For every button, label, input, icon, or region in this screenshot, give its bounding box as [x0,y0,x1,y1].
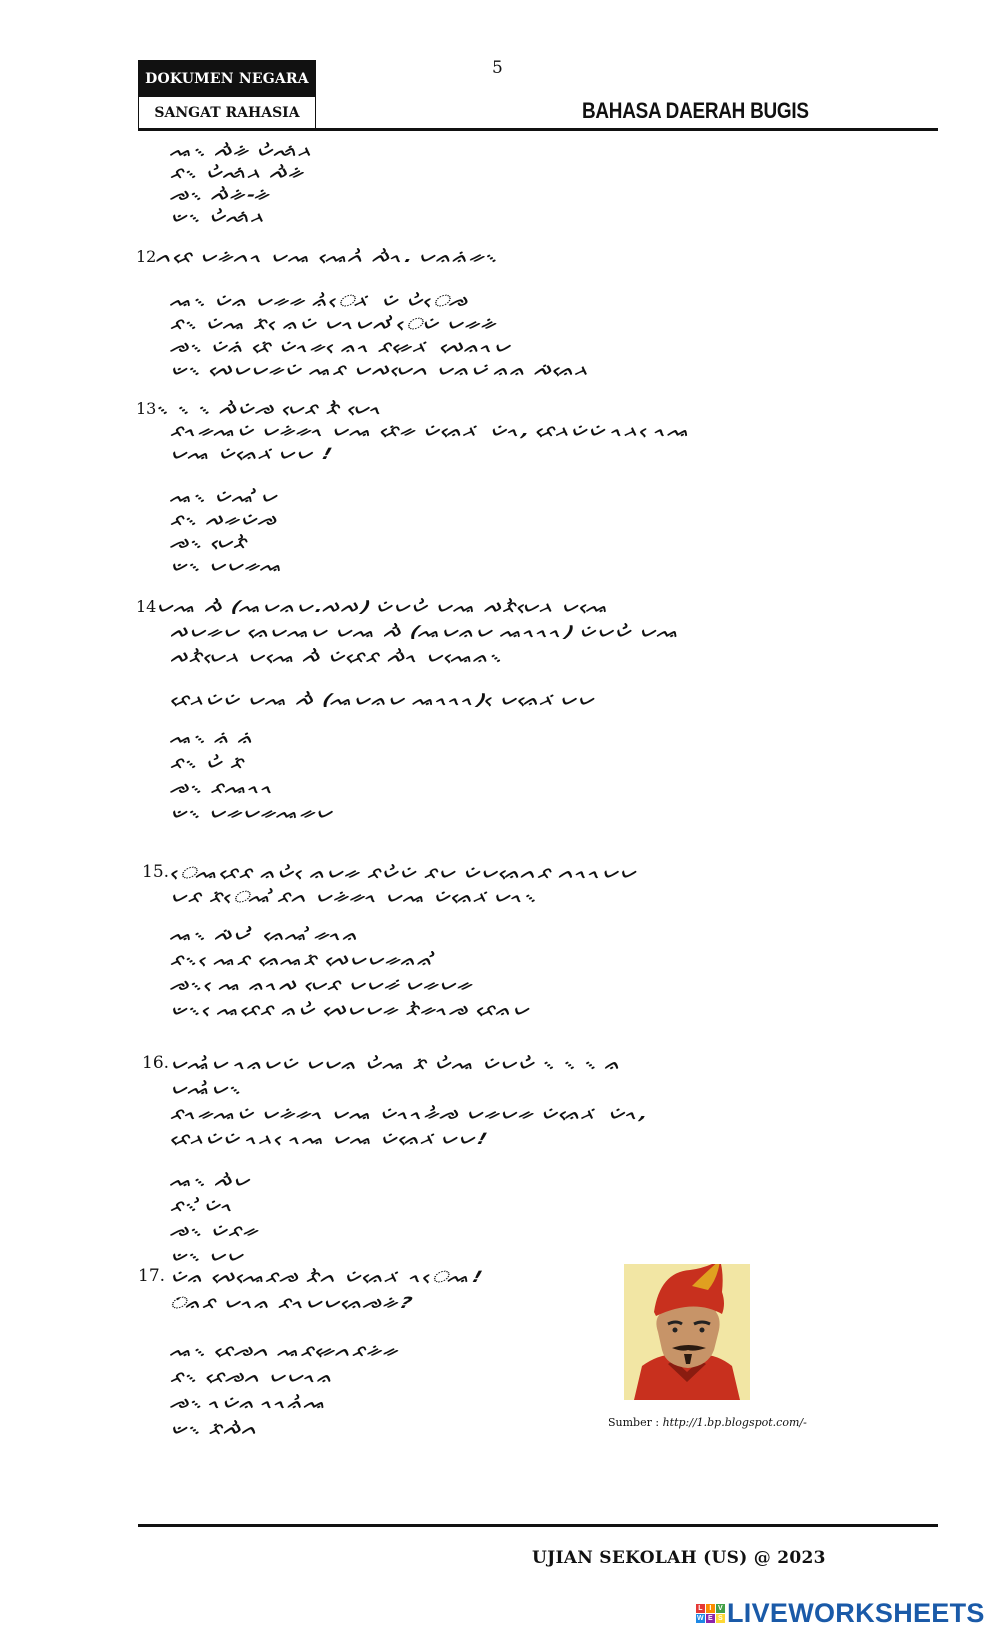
watermark-text: LIVEWORKSHEETS [727,1598,985,1628]
option-c: ᨌ᨞ ᨆᨙᨅᨛ [167,533,255,553]
option-c: ᨌ᨞ ᨅᨕᨚᨚ [167,778,281,798]
question-instruction: ᨅᨙᨂᨆᨗᨆᨗ ᨆᨕ ᨄᨛᨛ (ᨕᨆᨊᨆ ᨕᨚᨚᨚ) ᨙᨆᨊᨙᨂ ᨗᨆᨆ [167,690,602,710]
option-b: ᨅ᨞ ᨄᨀᨆᨗᨗᨌ [167,510,284,530]
header-rule [138,128,938,131]
q11-option-d: ᨉ᨞ ᨆᨛᨒᨗᨂ [167,207,273,227]
portrait-illustration [624,1264,750,1400]
question-line-2: ᨆᨕᨛᨆ᨞ [167,1079,250,1099]
option-c: ᨌ᨞ ᨆᨗᨅᨀ [167,1221,266,1241]
q11-option-b: ᨅ᨞ ᨆᨛᨒᨗᨂ ᨄᨛᨀᨗ [167,163,311,183]
question-line-2: ᨄᨆᨀᨆ ᨊᨙᨆᨕᨆ ᨆᨕ ᨄᨛᨛ (ᨕᨆᨊᨆ ᨕᨚᨚᨚ) ᨆᨗᨆᨆᨗᨛ ᨆᨕ [167,622,687,642]
option-b: ᨅ᨞ ᨅᨙᨌᨈ ᨆᨆᨚᨊ [167,1367,341,1387]
option-d: ᨉ᨞ ᨆᨀᨆᨀᨕᨀᨆ [167,803,340,823]
question-line-4: ᨅᨙᨂᨆᨗᨆᨗ ᨚᨂ ᨙᨚᨕ ᨆᨕ ᨆᨗᨊᨙᨂ ᨗᨆᨆ! [167,1129,492,1149]
image-source-caption: Sumber : http://1.bp.blogspot.com/- [608,1416,807,1429]
option-a: ᨕ᨞ ᨆᨗᨕ ᨛᨗᨆ [167,487,285,507]
q11-option-a: ᨕ᨞ ᨄᨛᨀᨗ ᨆᨛᨒᨗᨂ [167,141,320,161]
option-d: ᨉ᨞ ᨅᨗᨄᨛᨈ [167,1419,266,1439]
option-c: ᨌ᨞ ᨙᨕ ᨊᨚᨄ ᨆᨙᨅ ᨆᨆᨀ ᨗᨆᨀᨆᨀ [167,975,480,995]
option-d: ᨉ᨞ ᨙᨕᨅᨙᨅ ᨊᨆᨛ ᨄᨙᨆᨆᨀ ᨅᨛᨀᨚᨌ ᨅᨙᨊᨆ [167,1000,537,1020]
option-a: ᨕ᨞ ᨅᨙᨌᨈ ᨕᨅᨀᨙᨈᨅᨀᨗᨀ [167,1341,405,1361]
footer-rule [138,1524,938,1527]
question-number: 16. [142,1053,170,1073]
question-line-1: ᨆᨕᨛᨆ ᨚᨊᨆᨆᨗ ᨆᨆᨊ ᨆᨛᨕ ᨅᨗ ᨆᨛᨕ ᨆᨗᨆᨆᨗᨛ ᨞ ᨞ ᨞ ᨊ [167,1054,628,1074]
stamp-dokumen-negara: DOKUMEN NEGARA [138,60,316,98]
q11-option-c: ᨌ᨞ ᨄᨛᨀᨗ-ᨀᨗ [167,185,277,205]
question-number: 12 [136,247,157,266]
liveworksheets-logo-icon: L I V W E S [696,1604,725,1623]
option-b: ᨅ᨞ ᨛᨆᨗᨚ [167,1196,241,1216]
option-a: ᨕ᨞ ᨄᨗᨆ ᨛᨛᨗ ᨊᨙᨕ ᨛᨀᨚᨊ [167,925,366,945]
question-number: 14 [136,597,157,616]
question-text: ᨈᨅᨙ ᨆᨀᨗᨈᨚ ᨆᨕ ᨕᨙᨈᨛ ᨄᨛᨚ. ᨆᨊᨊᨗᨀ᨞ [153,247,506,267]
subject-title: BAHASA DAERAH BUGIS [582,98,809,123]
option-c: ᨌ᨞ ᨚᨆᨗᨊ ᨚᨚᨊᨛᨕ [167,1393,334,1413]
question-line-1: ᨞ ᨞ ᨞ ᨄᨛᨆᨗᨗᨌ ᨆᨙᨅ ᨅᨛᨗ ᨆᨙᨚ [153,399,390,419]
question-number: 13 [136,399,157,418]
question-line-1: ᨆᨕ ᨄᨛᨗᨛ (ᨕᨆᨊᨆ.ᨄᨄ) ᨆᨗᨆᨆᨗᨛ ᨆᨕ ᨄᨅᨛᨆᨙᨂ ᨆᨕᨙ [153,597,615,617]
portrait-image [624,1264,750,1400]
question-line-2: ᨆᨅ ᨅᨗᨙᨕ ᨛᨅᨈ ᨆᨀᨗᨀᨚ ᨆᨕ ᨆᨗᨊᨙᨂ ᨗᨆᨚ᨞ [167,887,545,907]
option-d: ᨉ᨞ ᨆᨆᨀᨕ [167,556,290,576]
question-line-2: ᨗᨊᨅ ᨆᨚᨊ ᨅᨚᨆᨆᨊᨙᨌᨀᨗ? [167,1293,417,1313]
option-a: ᨕ᨞ ᨄᨛᨆ [167,1171,258,1191]
option-a: ᨕ᨞ ᨊᨗ ᨊᨗ [167,728,261,748]
question-line-3: ᨆᨕ ᨆᨗᨊᨙᨂ ᨗᨆᨆ ! [167,444,337,464]
option-d: ᨉ᨞ ᨆᨆ [167,1246,251,1266]
footer-exam-label: UJIAN SEKOLAH (US) @ 2023 [532,1548,826,1568]
option-c: ᨌ᨞ ᨆᨗᨊᨗ ᨅᨙᨗ ᨆᨗᨚᨀ ᨙᨊᨚ ᨅᨀᨙᨂ ᨗ ᨄᨙᨊᨚᨆ [167,337,518,357]
stamp-sangat-rahasia: SANGAT RAHASIA [138,96,316,130]
question-number: 17. [138,1266,166,1286]
option-b: ᨅ᨞ ᨙᨕᨅ ᨊᨙᨕᨅᨗ ᨄᨙᨆᨆᨀᨊᨊ ᨛᨛ [167,950,446,970]
question-number: 15. [142,862,170,882]
option-b: ᨅ᨞ ᨆᨛ ᨅᨗ [167,753,252,773]
option-a: ᨕ᨞ ᨆᨗᨊ ᨆᨀᨀ ᨊᨛᨙᨂ ᨗ ᨆᨗᨗ ᨆᨛᨙᨌ [167,291,475,311]
page-number: 5 [492,58,503,78]
option-b: ᨅ᨞ ᨆᨗᨕ ᨅᨗ ᨙᨊᨆᨗ ᨆᨚᨆᨄ ᨛᨙᨆᨗ ᨆᨀᨀᨗ [167,314,504,334]
option-d: ᨉ᨞ ᨄᨙᨆᨆᨀᨆᨗ ᨕᨅ ᨆᨄᨆᨙᨈ ᨆᨊᨆ ᨗᨊᨊ ᨄᨗᨊᨙᨂ [167,360,597,380]
question-line-1: ᨙᨕᨅᨙᨅ ᨊᨆᨛ ᨙᨊᨆᨀ ᨅᨆᨛᨆᨗ ᨅᨆ ᨆᨗᨆᨊᨙᨈᨅ ᨈᨚᨚᨆᨆ [167,863,644,883]
question-line-2: ᨅᨚᨀᨕᨆᨗ ᨆᨀᨗᨀᨚ ᨆᨕ ᨅᨙᨗᨀ ᨆᨗᨊᨙᨂ ᨗ ᨆᨗᨚ, ᨅᨙᨂᨆᨗᨆᨗ ᨚᨂ ᨙᨚᨕ [167,421,698,441]
question-line-1: ᨆᨗᨊ ᨄᨙᨕᨙᨅᨌ ᨅᨛᨈ ᨆᨗᨊᨙᨂ ᨗ ᨚᨙᨕ! [167,1267,487,1287]
question-line-3: ᨄᨅᨛᨆᨙᨂ ᨆᨕᨙ ᨄᨛᨛ ᨆᨗᨅᨙᨅ ᨄᨛᨚ ᨆᨕᨙᨊ᨞ [167,647,510,667]
liveworksheets-watermark[interactable] [696,1598,985,1629]
question-line-3: ᨅᨚᨀᨕᨆᨗ ᨆᨀᨗᨀᨚ ᨆᨕ ᨆᨗᨚᨚᨀᨛᨌ ᨆᨀᨆᨀ ᨆᨗᨊᨙᨂ ᨗ ᨆᨗᨚ, [167,1104,654,1124]
